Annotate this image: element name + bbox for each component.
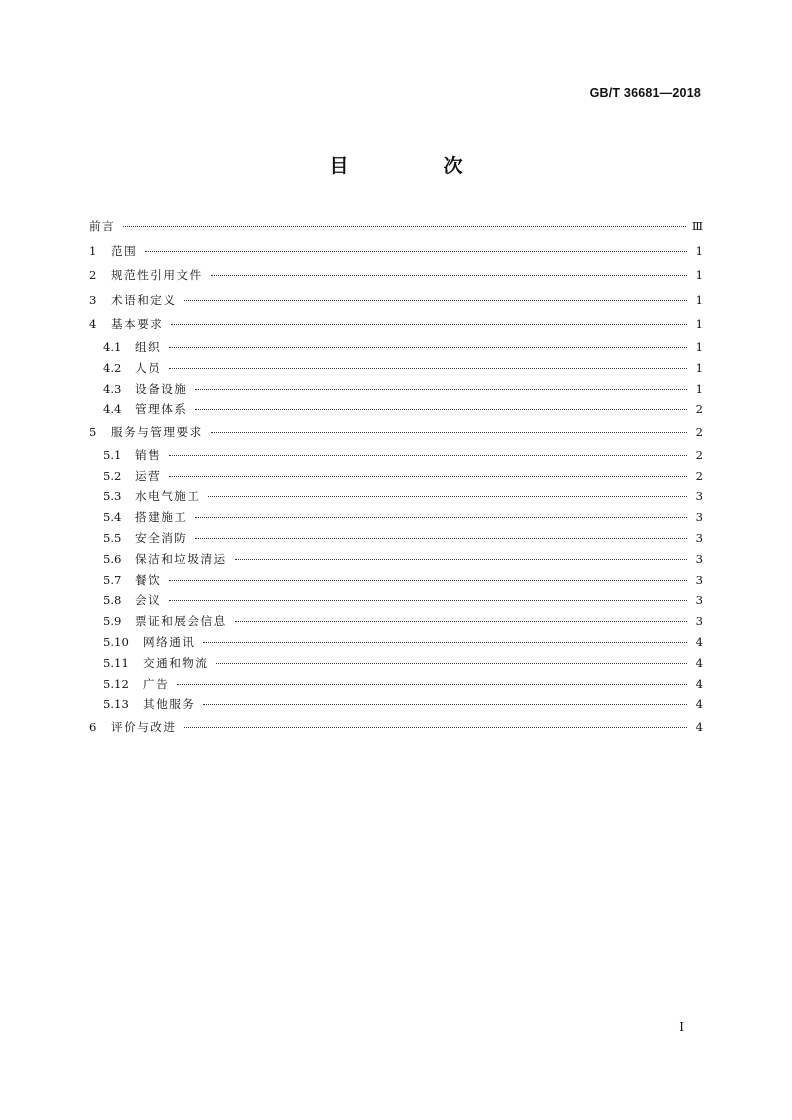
leader-dots bbox=[169, 600, 687, 601]
leader-dots bbox=[169, 347, 687, 348]
toc-entry-6[interactable] bbox=[89, 715, 703, 740]
toc-entry-1[interactable] bbox=[89, 239, 703, 264]
toc-number: 4.1 bbox=[103, 339, 122, 354]
leader-dots bbox=[195, 409, 687, 410]
toc-page: 2 bbox=[695, 402, 703, 417]
toc-label: 服务与管理要求 bbox=[111, 425, 203, 440]
leader-dots bbox=[211, 432, 687, 433]
toc-entry-5-1[interactable] bbox=[89, 445, 703, 466]
toc-page: 3 bbox=[695, 510, 703, 525]
toc-page: 4 bbox=[695, 697, 703, 712]
toc-label: 会议 bbox=[135, 593, 162, 608]
toc-page: 1 bbox=[695, 292, 703, 307]
leader-dots bbox=[123, 226, 686, 227]
toc-page: 1 bbox=[695, 243, 703, 258]
toc-entry-5-9[interactable] bbox=[89, 611, 703, 632]
toc-label: 餐饮 bbox=[135, 572, 162, 587]
toc-number: 3 bbox=[89, 292, 97, 307]
page-number: I bbox=[679, 1020, 684, 1034]
toc-entry-5[interactable] bbox=[89, 420, 703, 445]
toc-entry-4-4[interactable] bbox=[89, 399, 703, 420]
toc-number: 5.2 bbox=[103, 468, 122, 483]
toc-label: 运营 bbox=[135, 468, 162, 483]
toc-label: 安全消防 bbox=[135, 530, 188, 545]
toc-entry-foreword[interactable] bbox=[89, 214, 703, 239]
toc-label: 管理体系 bbox=[135, 402, 188, 417]
leader-dots bbox=[203, 704, 687, 705]
standard-number: GB/T 36681—2018 bbox=[589, 86, 701, 100]
toc-number: 5.12 bbox=[103, 676, 129, 691]
toc-number: 1 bbox=[89, 243, 97, 258]
toc-page: 3 bbox=[695, 489, 703, 504]
toc-page: 2 bbox=[695, 425, 703, 440]
toc-label: 评价与改进 bbox=[111, 720, 177, 735]
leader-dots bbox=[169, 476, 687, 477]
leader-dots bbox=[184, 300, 687, 301]
toc-number: 4.4 bbox=[103, 402, 122, 417]
toc-label: 规范性引用文件 bbox=[111, 268, 203, 283]
toc-entry-5-2[interactable] bbox=[89, 466, 703, 487]
toc-entry-5-8[interactable] bbox=[89, 590, 703, 611]
toc-entry-5-13[interactable] bbox=[89, 694, 703, 715]
toc-entry-4-2[interactable] bbox=[89, 358, 703, 379]
toc-page: Ⅲ bbox=[691, 219, 703, 233]
toc-page: 1 bbox=[695, 381, 703, 396]
toc-page: 4 bbox=[695, 634, 703, 649]
toc-page: 3 bbox=[695, 551, 703, 566]
leader-dots bbox=[195, 389, 687, 390]
toc-label: 术语和定义 bbox=[111, 292, 177, 307]
leader-dots bbox=[235, 559, 687, 560]
toc-label: 交通和物流 bbox=[143, 655, 209, 670]
leader-dots bbox=[171, 324, 687, 325]
toc-label: 组织 bbox=[135, 339, 162, 354]
leader-dots bbox=[169, 368, 687, 369]
toc-label: 前言 bbox=[89, 219, 116, 233]
toc-number: 5.8 bbox=[103, 593, 122, 608]
toc-entry-4-3[interactable] bbox=[89, 379, 703, 400]
toc-entry-2[interactable] bbox=[89, 263, 703, 288]
leader-dots bbox=[195, 517, 687, 518]
toc-label: 设备设施 bbox=[135, 381, 188, 396]
toc-number: 2 bbox=[89, 268, 97, 283]
leader-dots bbox=[169, 455, 687, 456]
toc-page: 1 bbox=[695, 317, 703, 332]
toc-number: 5.5 bbox=[103, 530, 122, 545]
toc-entry-4-1[interactable] bbox=[89, 337, 703, 358]
toc-number: 5 bbox=[89, 425, 97, 440]
toc-entry-5-11[interactable] bbox=[89, 653, 703, 674]
toc-entry-5-6[interactable] bbox=[89, 549, 703, 570]
toc-entry-5-10[interactable] bbox=[89, 632, 703, 653]
leader-dots bbox=[211, 275, 687, 276]
toc-label: 销售 bbox=[135, 447, 162, 462]
toc-page: 3 bbox=[695, 614, 703, 629]
toc-label: 基本要求 bbox=[111, 317, 164, 332]
toc-number: 5.13 bbox=[103, 697, 129, 712]
toc-page: 2 bbox=[695, 447, 703, 462]
toc-page: 3 bbox=[695, 530, 703, 545]
toc-label: 其他服务 bbox=[143, 697, 196, 712]
toc-page: 3 bbox=[695, 593, 703, 608]
toc-page: 4 bbox=[695, 720, 703, 735]
toc-entry-5-5[interactable] bbox=[89, 528, 703, 549]
toc-number: 5.4 bbox=[103, 510, 122, 525]
toc-label: 范围 bbox=[111, 243, 138, 258]
table-of-contents bbox=[89, 214, 703, 740]
toc-number: 5.10 bbox=[103, 634, 129, 649]
leader-dots bbox=[195, 538, 687, 539]
toc-label: 人员 bbox=[135, 360, 162, 375]
toc-label: 搭建施工 bbox=[135, 510, 188, 525]
toc-entry-5-7[interactable] bbox=[89, 570, 703, 591]
toc-entry-5-12[interactable] bbox=[89, 674, 703, 695]
toc-label: 保洁和垃圾清运 bbox=[135, 551, 227, 566]
toc-number: 5.7 bbox=[103, 572, 122, 587]
toc-page: 2 bbox=[695, 468, 703, 483]
leader-dots bbox=[177, 684, 687, 685]
toc-number: 5.11 bbox=[103, 655, 129, 670]
toc-label: 网络通讯 bbox=[143, 634, 196, 649]
leader-dots bbox=[216, 663, 687, 664]
toc-page: 1 bbox=[695, 339, 703, 354]
toc-page: 3 bbox=[695, 572, 703, 587]
leader-dots bbox=[145, 251, 687, 252]
leader-dots bbox=[169, 580, 687, 581]
toc-number: 5.6 bbox=[103, 551, 122, 566]
toc-number: 5.3 bbox=[103, 489, 122, 504]
toc-number: 5.9 bbox=[103, 614, 122, 629]
leader-dots bbox=[203, 642, 687, 643]
toc-entry-3[interactable] bbox=[89, 288, 703, 313]
toc-label: 水电气施工 bbox=[135, 489, 201, 504]
toc-label: 票证和展会信息 bbox=[135, 614, 227, 629]
leader-dots bbox=[235, 621, 687, 622]
page-title: 目 次 bbox=[329, 155, 501, 177]
leader-dots bbox=[184, 727, 687, 728]
toc-number: 4.3 bbox=[103, 381, 122, 396]
toc-entry-4[interactable] bbox=[89, 312, 703, 337]
toc-page: 4 bbox=[695, 655, 703, 670]
leader-dots bbox=[208, 496, 687, 497]
toc-label: 广告 bbox=[143, 676, 170, 691]
toc-number: 6 bbox=[89, 720, 97, 735]
toc-entry-5-4[interactable] bbox=[89, 507, 703, 528]
toc-number: 5.1 bbox=[103, 447, 122, 462]
toc-page: 1 bbox=[695, 268, 703, 283]
toc-page: 4 bbox=[695, 676, 703, 691]
toc-entry-5-3[interactable] bbox=[89, 486, 703, 507]
toc-page: 1 bbox=[695, 360, 703, 375]
toc-number: 4 bbox=[89, 317, 97, 332]
toc-number: 4.2 bbox=[103, 360, 122, 375]
